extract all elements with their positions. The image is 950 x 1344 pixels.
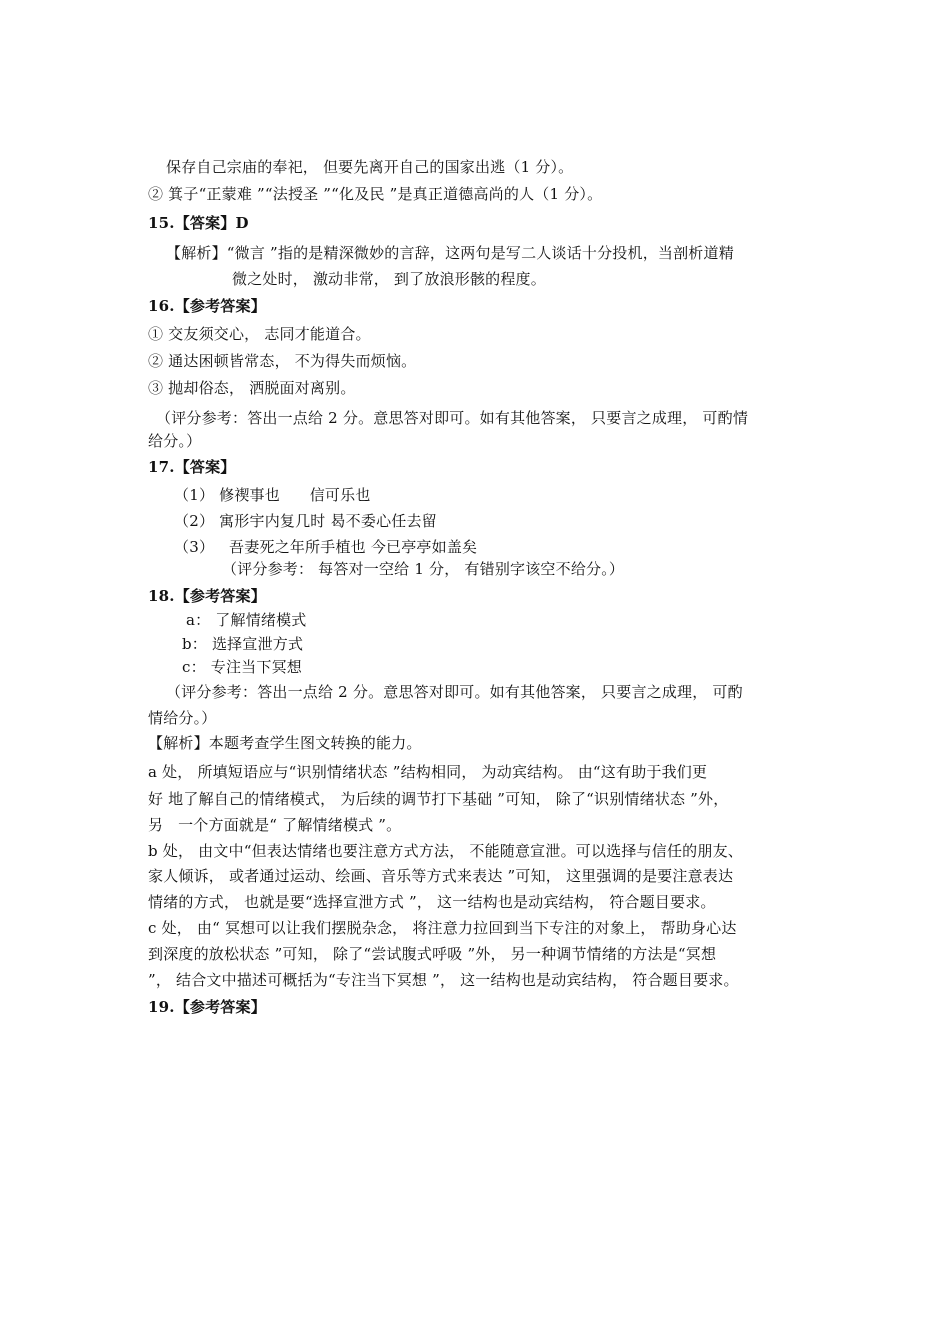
q14-text-line-2: ② 箕子“正蒙难 ”“法授圣 ”“化及民 ”是真正道德高尚的人（1 分）。 [148,185,603,203]
q16-answer-item: ③ 抛却俗态， 洒脱面对离别。 [148,379,356,397]
q17-scoring-note: （评分参考： 每答对一空给 1 分， 有错别字该空不给分。） [222,560,625,578]
q17-answer-item: （3） 吾妻死之年所手植也 今已亭亭如盖矣 [174,538,478,556]
q18-answer-item: a： 了解情绪模式 [186,611,307,629]
q18-heading: 18.【参考答案】 [148,587,266,605]
q16-scoring-note-line-1: （评分参考：答出一点给 2 分。意思答对即可。如有其他答案， 只要言之成理， 可酌情 [156,409,749,427]
q16-answer-item: ① 交友须交心， 志同才能道合。 [148,325,371,343]
q18-analysis-c-line: 到深度的放松状态 ”可知， 除了“尝试腹式呼吸 ”外， 另一种调节情绪的方法是“冥想 [148,945,717,963]
q18-analysis-a-line: 另 一个方面就是“ 了解情绪模式 ”。 [148,816,402,834]
q18-analysis-a-line: a 处， 所填短语应与“识别情绪状态 ”结构相同， 为动宾结构。 由“这有助于我们更 [148,763,708,781]
q15-heading: 15.【答案】D [148,214,249,232]
q19-heading: 19.【参考答案】 [148,998,266,1016]
q17-answer-item: （1） 修禊事也 信可乐也 [174,486,371,504]
q18-analysis-b-line: b 处， 由文中“但表达情绪也要注意方式方法， 不能随意宣泄。可以选择与信任的朋友、 [148,842,743,860]
q18-analysis-b-line: 情绪的方式， 也就是要“选择宣泄方式 ”， 这一结构也是动宾结构， 符合题目要求。 [148,893,716,911]
q16-heading: 16.【参考答案】 [148,297,266,315]
q18-analysis-c-line: c 处， 由“ 冥想可以让我们摆脱杂念， 将注意力拉回到当下专注的对象上， 帮助身心达 [148,919,737,937]
q18-analysis-title: 【解析】本题考查学生图文转换的能力。 [148,734,422,752]
q15-analysis-line-2: 微之处时， 激动非常， 到了放浪形骸的程度。 [232,270,546,288]
q18-analysis-a-line: 好 地了解自己的情绪模式， 为后续的调节打下基础 ”可知， 除了“识别情绪状态 ”外， [148,790,729,808]
q18-scoring-note-line-2: 情给分。） [148,709,217,727]
q18-answer-item: b： 选择宣泄方式 [182,635,304,653]
q18-scoring-note-line-1: （评分参考：答出一点给 2 分。意思答对即可。如有其他答案， 只要言之成理， 可酌 [166,683,743,701]
q14-text-line-1: 保存自己宗庙的奉祀， 但要先离开自己的国家出逃（1 分）。 [166,158,574,176]
q16-scoring-note-line-2: 给分。） [148,432,202,450]
q18-analysis-b-line: 家人倾诉， 或者通过运动、绘画、音乐等方式来表达 ”可知， 这里强调的是要注意表达 [148,867,734,885]
q15-analysis-line-1: 【解析】“微言 ”指的是精深微妙的言辞，这两句是写二人谈话十分投机，当剖析道精 [166,244,734,262]
q16-answer-item: ② 通达困顿皆常态， 不为得失而烦恼。 [148,352,417,370]
q17-answer-item: （2） 寓形宇内复几时 曷不委心任去留 [174,512,437,530]
q18-answer-item: c： 专注当下冥想 [182,658,302,676]
q17-heading: 17.【答案】 [148,458,236,476]
q18-analysis-c-line: ”， 结合文中描述可概括为“专注当下冥想 ”， 这一结构也是动宾结构， 符合题目要求。 [148,971,739,989]
